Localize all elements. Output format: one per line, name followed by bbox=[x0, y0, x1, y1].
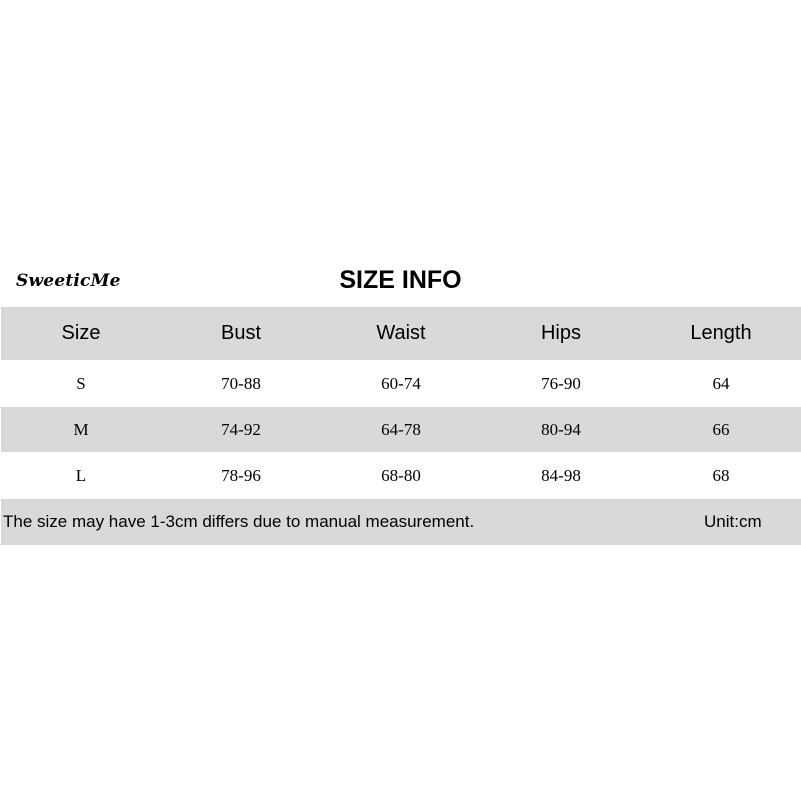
cell-hips: 76-90 bbox=[541, 373, 581, 393]
cell-waist: 60-74 bbox=[381, 373, 421, 393]
cell-size: M bbox=[73, 419, 89, 439]
table-row bbox=[1, 407, 801, 452]
cell-length: 68 bbox=[712, 465, 730, 485]
brand-logo: SweeticMe bbox=[16, 271, 121, 291]
header-size: Size bbox=[61, 322, 101, 344]
measurement-note: The size may have 1-3cm differs due to manual measurement. bbox=[3, 512, 475, 531]
page-title: SIZE INFO bbox=[339, 266, 462, 294]
table-footer bbox=[1, 499, 801, 545]
table-row bbox=[1, 361, 801, 406]
cell-size: S bbox=[76, 373, 86, 393]
cell-hips: 80-94 bbox=[541, 419, 581, 439]
cell-bust: 70-88 bbox=[221, 373, 261, 393]
header-hips: Hips bbox=[540, 322, 581, 344]
header-length: Length bbox=[690, 322, 752, 344]
header-bust: Bust bbox=[220, 322, 262, 344]
cell-bust: 74-92 bbox=[221, 419, 261, 439]
size-table bbox=[1, 307, 801, 545]
cell-length: 64 bbox=[712, 373, 730, 393]
unit-label: Unit:cm bbox=[704, 512, 762, 531]
table-row bbox=[1, 453, 801, 498]
cell-length: 66 bbox=[712, 419, 730, 439]
cell-waist: 68-80 bbox=[381, 465, 421, 485]
header-waist: Waist bbox=[376, 322, 426, 344]
cell-hips: 84-98 bbox=[541, 465, 581, 485]
cell-size: L bbox=[75, 465, 87, 485]
table-header-row bbox=[1, 307, 801, 360]
cell-waist: 64-78 bbox=[381, 419, 421, 439]
cell-bust: 78-96 bbox=[221, 465, 261, 485]
